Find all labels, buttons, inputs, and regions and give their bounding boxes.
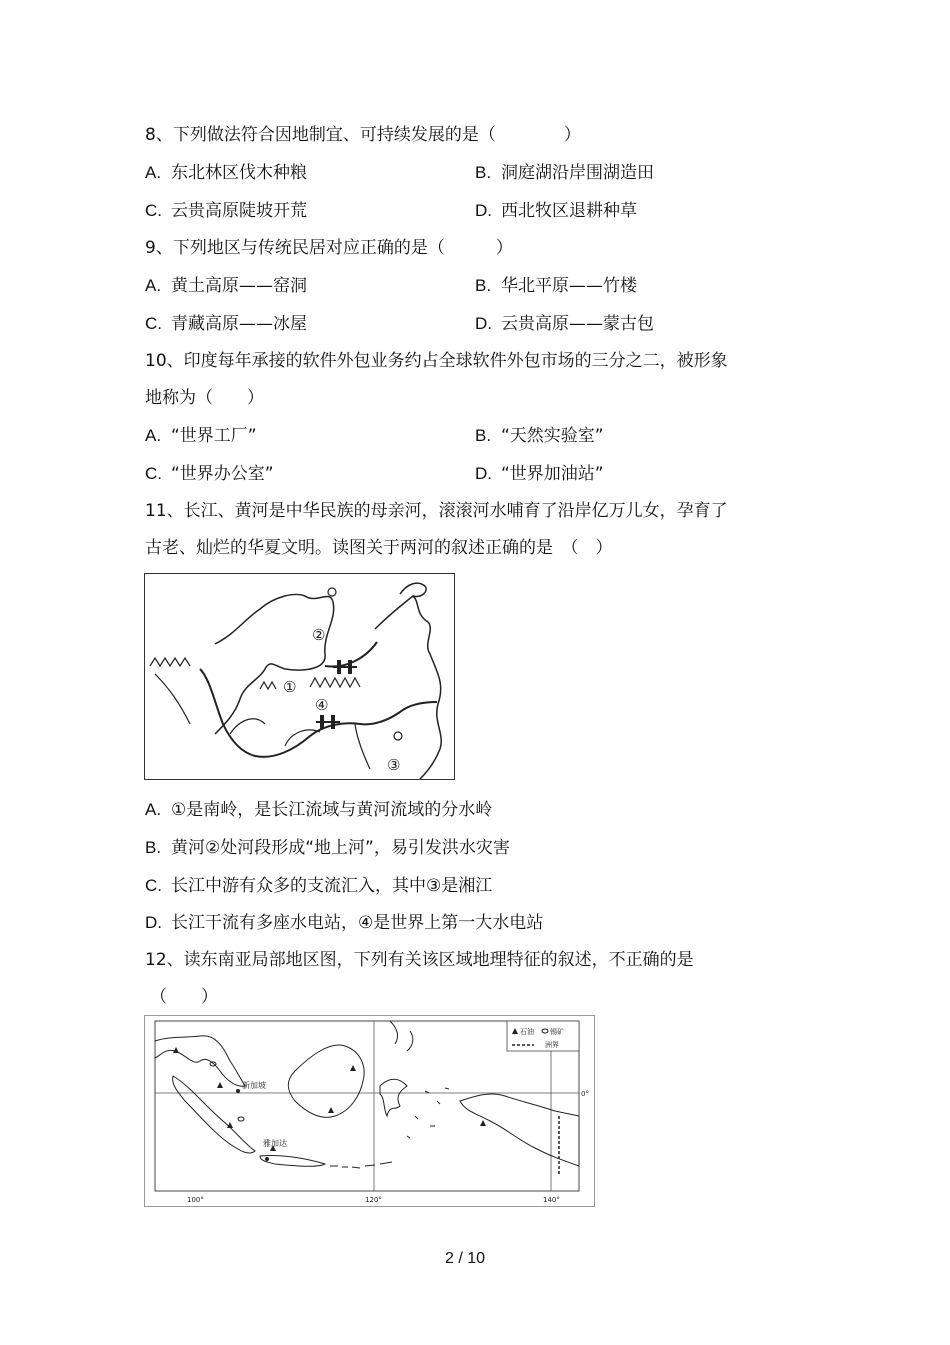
- question-11-stem-line2: 古老、灿烂的华夏文明。读图关于两河的叙述正确的是 （ ）: [145, 538, 613, 558]
- new-guinea-outline: [460, 1094, 579, 1166]
- option-text: 黄土高原——窑洞: [171, 276, 307, 296]
- option-letter: D.: [475, 201, 492, 220]
- question-10-option-b: [475, 425, 604, 447]
- option-text: ①是南岭，是长江流域与黄河流域的分水岭: [171, 800, 493, 820]
- page-number: 2 / 10: [445, 1250, 486, 1267]
- question-8-option-d: [475, 200, 637, 222]
- label-4: ④: [315, 696, 329, 714]
- lake-marker: [394, 732, 402, 740]
- question-9-option-d: [475, 313, 654, 335]
- scattered-islands: [407, 1088, 449, 1138]
- lesser-sunda-islands: [330, 1162, 392, 1168]
- question-10-option-d: [475, 463, 604, 485]
- option-letter: D.: [475, 464, 492, 483]
- option-letter: A.: [145, 276, 162, 295]
- latitude-0-label: 0°: [581, 1090, 589, 1098]
- label-3: ③: [387, 756, 401, 774]
- mainland-coast: [155, 1036, 245, 1086]
- western-river: [155, 674, 190, 724]
- option-text: “天然实验室”: [501, 426, 604, 446]
- longitude-140-label: 140°: [543, 1196, 560, 1204]
- option-letter: D.: [475, 314, 492, 333]
- legend-oil-label: 石油: [520, 1028, 534, 1036]
- oil-icon: [173, 1047, 179, 1053]
- question-10-stem-line2: 地称为（ ）: [145, 388, 264, 408]
- question-8-option-b: [475, 162, 654, 184]
- jakarta-marker: [265, 1157, 269, 1161]
- mountain-range-qinling-east: [310, 678, 360, 687]
- option-letter: B.: [145, 838, 162, 857]
- question-9-option-a: [145, 275, 307, 297]
- option-text: 东北林区伐木种粮: [171, 163, 307, 183]
- question-11-option-a: [145, 799, 492, 821]
- dam-bar: [316, 721, 340, 723]
- option-letter: A.: [145, 426, 162, 445]
- tin-icon: [238, 1117, 244, 1121]
- option-letter: C.: [145, 201, 162, 220]
- question-11-stem-line1: 11、长江、黄河是中华民族的母亲河，滚滚河水哺育了沿岸亿万儿女，孕育了: [145, 501, 728, 521]
- peninsula-outline: [400, 583, 426, 596]
- java-outline: [260, 1155, 325, 1166]
- mountain-range-qinling-west: [260, 682, 276, 689]
- mountain-range-west: [150, 658, 190, 666]
- question-10-stem-line1: 10、印度每年承接的软件外包业务约占全球软件外包市场的三分之二，被形象: [145, 351, 728, 371]
- legend-box: [507, 1021, 579, 1051]
- option-text: 华北平原——竹楼: [501, 276, 637, 296]
- option-text: 洞庭湖沿岸围湖造田: [501, 163, 654, 183]
- question-9-option-b: [475, 275, 637, 297]
- option-letter: C.: [145, 314, 162, 333]
- singapore-marker: [236, 1089, 240, 1093]
- option-letter: B.: [475, 163, 492, 182]
- jakarta-label: 雅加达: [263, 1139, 287, 1148]
- philippines-outline: [390, 1021, 413, 1051]
- oil-icon: [217, 1082, 223, 1088]
- option-text: “世界加油站”: [501, 464, 604, 484]
- question-12-stem-line2: （ ）: [150, 987, 218, 1007]
- option-letter: C.: [145, 464, 162, 483]
- option-text: 黄河②处河段形成“地上河”，易引发洪水灾害: [171, 838, 510, 858]
- option-text: 长江中游有众多的支流汇入，其中③是湘江: [171, 876, 493, 896]
- oil-icon: [350, 1065, 356, 1071]
- option-letter: A.: [145, 800, 162, 819]
- sea-map-svg: [145, 1016, 594, 1206]
- oil-icon: [480, 1120, 486, 1126]
- question-9-option-c: [145, 313, 307, 335]
- question-10-option-a: [145, 425, 257, 447]
- longitude-100-label: 100°: [187, 1196, 204, 1204]
- question-12-stem-line1: 12、读东南亚局部地区图，下列有关该区域地理特征的叙述，不正确的是: [145, 950, 694, 970]
- yangtze-yellow-river-map: [144, 573, 455, 780]
- option-text: “世界工厂”: [171, 426, 257, 446]
- oil-icon: [328, 1107, 334, 1113]
- option-letter: D.: [145, 913, 162, 932]
- coastline: [375, 596, 441, 779]
- option-text: “世界办公室”: [171, 464, 274, 484]
- river-map-svg: [145, 574, 454, 779]
- question-11-option-d: [145, 912, 543, 934]
- option-text: 西北牧区退耕种草: [501, 201, 637, 221]
- legend-tin-label: 锡矿: [550, 1028, 564, 1036]
- question-8-stem: 8、下列做法符合因地制宜、可持续发展的是（ ）: [145, 125, 581, 145]
- longitude-120-label: 120°: [365, 1196, 382, 1204]
- borneo-outline: [288, 1045, 364, 1117]
- label-1: ①: [283, 678, 297, 696]
- option-text: 长江干流有多座水电站，④是世界上第一大水电站: [171, 913, 544, 933]
- legend-boundary-label: 洲界: [545, 1041, 559, 1049]
- question-11-option-c: [145, 875, 492, 897]
- singapore-label: 新加坡: [242, 1081, 266, 1090]
- option-letter: B.: [475, 426, 492, 445]
- question-9-stem: 9、下列地区与传统民居对应正确的是（ ）: [145, 238, 513, 258]
- option-letter: B.: [475, 276, 492, 295]
- southeast-asia-map: [144, 1015, 595, 1207]
- option-letter: A.: [145, 163, 162, 182]
- question-10-option-c: [145, 463, 274, 485]
- option-text: 青藏高原——冰屋: [171, 314, 307, 334]
- question-8-option-c: [145, 200, 307, 222]
- question-8-option-a: [145, 162, 307, 184]
- option-letter: C.: [145, 876, 162, 895]
- option-text: 云贵高原——蒙古包: [501, 314, 654, 334]
- option-text: 云贵高原陡坡开荒: [171, 201, 307, 221]
- sulawesi-outline: [380, 1079, 407, 1116]
- label-2: ②: [312, 626, 326, 644]
- dam-bar: [333, 666, 357, 668]
- yellow-river-marker: [328, 588, 336, 596]
- question-11-option-b: [145, 837, 510, 859]
